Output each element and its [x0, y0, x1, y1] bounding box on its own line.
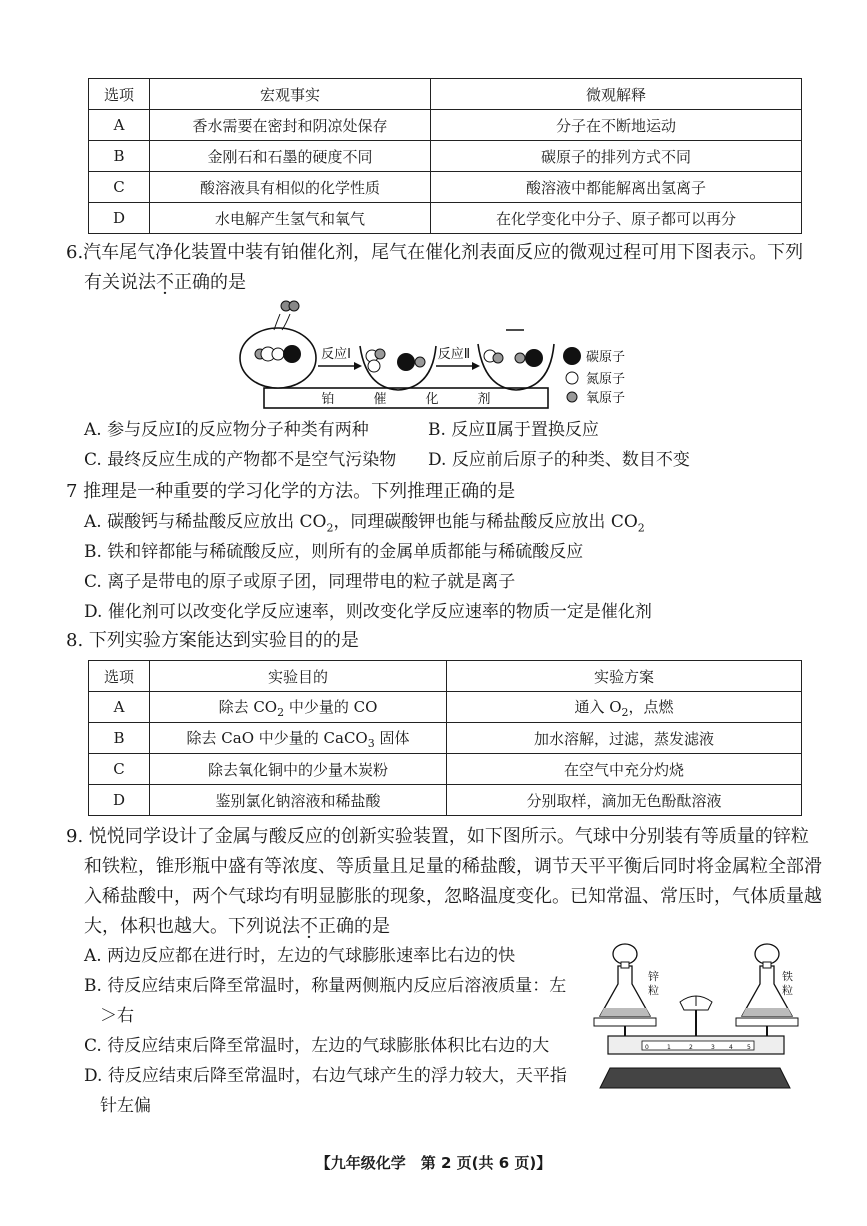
q8-stem: 8. 下列实验方案能达到实验目的的是: [66, 630, 359, 651]
q6-stem-line2: [84, 268, 246, 298]
table-cell: 分别取样，滴加无色酚酞溶液: [447, 785, 802, 816]
reaction1-label: 反应Ⅰ: [321, 347, 351, 362]
q6-stem-text: 正确的是: [174, 272, 246, 293]
table-cell: B: [89, 141, 150, 172]
q6-emphasis: 不: [156, 272, 174, 293]
table-cell: 在化学变化中分子、原子都可以再分: [431, 203, 802, 234]
subscript: 3: [367, 736, 375, 750]
q6-stem-text: 有关说法: [84, 272, 156, 293]
table-experiment: [88, 660, 802, 816]
q9-stem-line2: 和铁粒，锥形瓶中盛有等浓度、等质量且足量的稀盐酸，调节天平平衡后同时将金属粒全部滑: [84, 856, 822, 877]
table-cell: 鉴别氯化钠溶液和稀盐酸: [150, 785, 447, 816]
scale-tick: 2: [689, 1044, 693, 1051]
iron-label: 铁: [782, 970, 793, 983]
q7-stem: 7 推理是一种重要的学习化学的方法。下列推理正确的是: [66, 481, 516, 502]
q7-option-d: D. 催化剂可以改变化学反应速率，则改变化学反应速率的物质一定是催化剂: [84, 602, 652, 622]
iron-label: 粒: [782, 984, 793, 997]
subscript: 2: [637, 521, 645, 535]
header-cell: 宏观事实: [150, 79, 431, 110]
table-macro-micro: [88, 78, 802, 234]
catalyst-diagram: [236, 296, 646, 412]
table-cell: A: [89, 692, 150, 723]
q9-stem-line1: 9. 悦悦同学设计了金属与酸反应的创新实验装置，如下图所示。气球中分别装有等质量的锌粒: [66, 826, 809, 847]
q9-option-c: C. 待反应结束后降至常温时，左边的气球膨胀体积比右边的大: [84, 1036, 550, 1056]
header-cell: 实验目的: [150, 661, 447, 692]
table-cell: 除去氧化铜中的少量木炭粉: [150, 754, 447, 785]
table-cell: 酸溶液具有相似的化学性质: [150, 172, 431, 203]
legend-nitrogen-icon: [566, 372, 578, 384]
catalyst-label: 铂 催 化 剂: [321, 392, 491, 407]
q7-option-a-text: ，同理碳酸钾也能与稀盐酸反应放出 CO: [333, 512, 638, 532]
q9-stem-line3: 入稀盐酸中，两个气球均有明显膨胀的现象，忽略温度变化。已知常温、常压时，气体质量越: [84, 886, 822, 907]
subscript: 2: [277, 705, 285, 719]
balance-apparatus-figure: [590, 940, 802, 1090]
table-row: [89, 754, 802, 785]
table-cell: 水电解产生氢气和氧气: [150, 203, 431, 234]
q7-option-c: C. 离子是带电的原子或原子团，同理带电的粒子就是离子: [84, 572, 516, 592]
cell-text: 除去 CO: [218, 697, 278, 716]
table-cell: [150, 692, 447, 723]
q6-option-a: A. 参与反应Ⅰ的反应物分子种类有两种: [84, 420, 369, 440]
q6-option-d: D. 反应前后原子的种类、数目不变: [428, 450, 690, 470]
table-cell: C: [89, 754, 150, 785]
table-row: [89, 110, 802, 141]
table-row: [89, 723, 802, 754]
header-cell: 实验方案: [447, 661, 802, 692]
q7-option-b: B. 铁和锌都能与稀硫酸反应，则所有的金属单质都能与稀硫酸反应: [84, 542, 584, 562]
q9-stem-line4: [84, 912, 390, 942]
q9-emphasis: 不: [300, 916, 318, 937]
zinc-label: 粒: [648, 984, 659, 997]
subscript: 2: [326, 521, 334, 535]
header-cell: 选项: [89, 661, 150, 692]
legend-oxygen-icon: [567, 392, 577, 402]
q9-stem-text: 正确的是: [318, 916, 390, 937]
cell-text: 除去 CaO 中少量的 CaCO: [186, 728, 368, 747]
table-cell: D: [89, 203, 150, 234]
zinc-label: 锌: [648, 970, 659, 983]
q9-option-b-line1: B. 待反应结束后降至常温时，称量两侧瓶内反应后溶液质量：左: [84, 976, 567, 996]
table-row: [89, 692, 802, 723]
table-row: [89, 141, 802, 172]
header-cell: 微观解释: [431, 79, 802, 110]
scale-tick: 5: [747, 1044, 751, 1051]
header-cell: 选项: [89, 79, 150, 110]
table-cell: 加水溶解，过滤，蒸发滤液: [447, 723, 802, 754]
cell-text: 固体: [374, 728, 410, 747]
table-header-row: [89, 661, 802, 692]
q9-option-d-line2: 针左偏: [100, 1096, 151, 1116]
table-cell: [150, 723, 447, 754]
q6-option-c: C. 最终反应生成的产物都不是空气污染物: [84, 450, 397, 470]
table-cell: 分子在不断地运动: [431, 110, 802, 141]
legend-carbon: 碳原子: [586, 350, 626, 365]
table-row: [89, 203, 802, 234]
table-cell: 酸溶液中都能解离出氢离子: [431, 172, 802, 203]
q9-option-a: A. 两边反应都在进行时，左边的气球膨胀速率比右边的快: [84, 946, 516, 966]
scale-tick: 1: [667, 1044, 671, 1051]
table-cell: 香水需要在密封和阴凉处保存: [150, 110, 431, 141]
cell-text: 通入 O: [574, 697, 622, 716]
page-footer: 【九年级化学 第 2 页(共 6 页)】: [315, 1154, 552, 1172]
scale-tick: 0: [645, 1044, 649, 1051]
table-cell: B: [89, 723, 150, 754]
cell-text: ，点燃: [628, 697, 674, 716]
subscript: 2: [621, 705, 629, 719]
table-cell: A: [89, 110, 150, 141]
table-row: [89, 785, 802, 816]
q9-option-d-line1: D. 待反应结束后降至常温时，右边气球产生的浮力较大，天平指: [84, 1066, 567, 1086]
legend-nitrogen: 氮原子: [586, 372, 626, 387]
scale-tick: 3: [711, 1044, 715, 1051]
q9-option-b-line2: ＞右: [100, 1006, 134, 1026]
legend-oxygen: 氧原子: [586, 391, 626, 406]
table-header-row: [89, 79, 802, 110]
q6-option-b: B. 反应Ⅱ属于置换反应: [428, 420, 599, 440]
q7-option-a-text: A. 碳酸钙与稀盐酸反应放出 CO: [84, 512, 327, 532]
scale-tick: 4: [729, 1044, 733, 1051]
table-row: [89, 172, 802, 203]
cell-text: 中少量的 CO: [284, 697, 378, 716]
legend-carbon-icon: [563, 347, 581, 365]
table-cell: 碳原子的排列方式不同: [431, 141, 802, 172]
table-cell: 在空气中充分灼烧: [447, 754, 802, 785]
table-cell: C: [89, 172, 150, 203]
q9-stem-text: 大，体积也越大。下列说法: [84, 916, 300, 937]
table-cell: [447, 692, 802, 723]
table-cell: 金刚石和石墨的硬度不同: [150, 141, 431, 172]
table-cell: D: [89, 785, 150, 816]
q6-stem-line1: 6.汽车尾气净化装置中装有铂催化剂，尾气在催化剂表面反应的微观过程可用下图表示。下列: [66, 242, 804, 263]
reaction2-label: 反应Ⅱ: [437, 347, 471, 362]
